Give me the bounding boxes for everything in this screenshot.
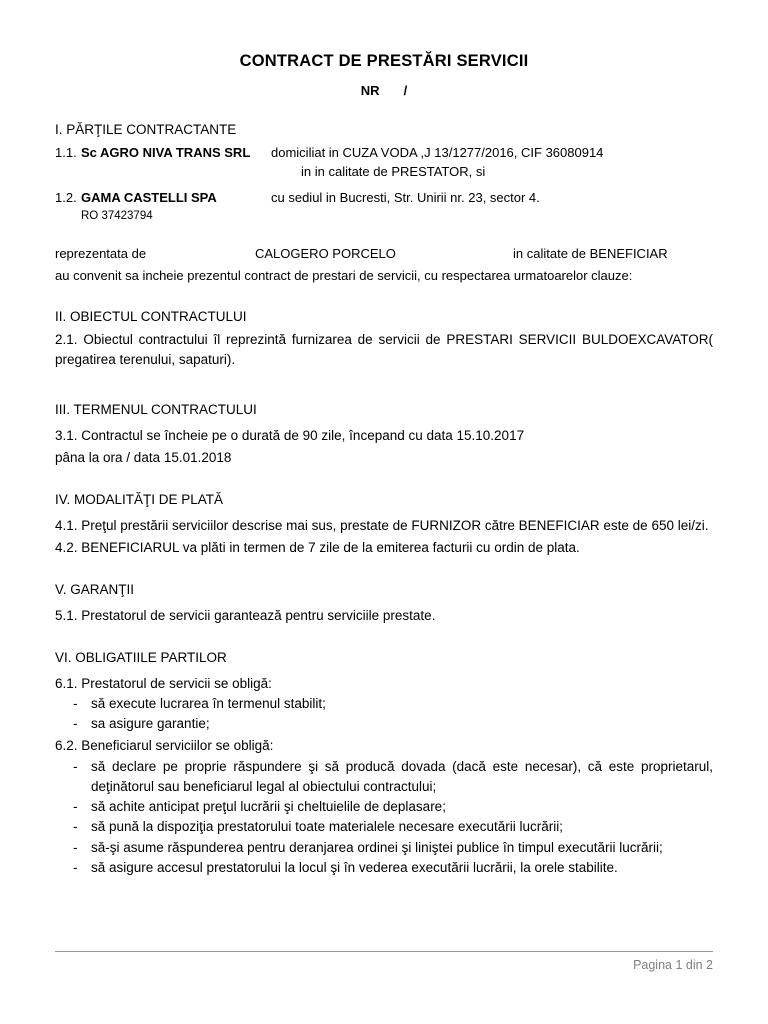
list-item [55,838,713,858]
list-item-text: să asigure accesul prestatorului la locul şi în vederea executării lucrării, la orele stabilite. [91,859,618,875]
party-1-name: Sc AGRO NIVA TRANS SRL [81,144,251,160]
dash-bullet-icon: - [73,716,78,732]
list-item [55,797,713,817]
party-row-2 [55,188,713,208]
representative-role: in calitate de BENEFICIAR [513,246,668,262]
party-1-details: domiciliat in CUZA VODA ,J 13/1277/2016, CIF 36080914 [271,144,604,160]
obligations-list-provider [55,694,713,735]
list-item-text: să pună la dispoziţia prestatorului toate materialele necesare executării lucrării; [91,819,563,835]
dash-bullet-icon: - [73,859,78,875]
section-heading-object: II. OBIECTUL CONTRACTULUI [55,309,247,325]
section-heading-obligations: VI. OBLIGATIILE PARTILOR [55,650,227,666]
list-item-text: să achite anticipat preţul lucrării şi cheltuielile de deplasare; [91,799,446,815]
dash-bullet-icon: - [73,758,78,774]
document-number-separator: / [403,83,408,98]
party-row-1 [55,143,713,163]
document-number-line [55,83,713,98]
party-1-number: 1.1. [55,144,77,160]
representative-label: reprezentata de [55,246,147,262]
section-heading-parties: I. PĂRŢILE CONTRACTANTE [55,122,237,137]
list-item [55,757,713,798]
section6-paragraph-1: 6.1. Prestatorul de servicii se obligă: [55,675,272,691]
party-2-details: cu sediul in Bucresti, Str. Unirii nr. 23, sector 4. [271,189,540,205]
list-item [55,817,713,837]
section-heading-payment: IV. MODALITĂŢI DE PLATĂ [55,492,224,508]
dash-bullet-icon: - [73,839,78,855]
footer-divider [55,951,713,952]
section4-paragraph-1: 4.1. Preţul prestării serviciilor descrise mai sus, prestate de FURNIZOR către BENEFICIAR este de 650 lei/zi. [55,517,709,533]
party-2-name: GAMA CASTELLI SPA [81,189,217,205]
list-item-text: să declare pe proprie răspundere şi să producă dovada (dacă este necesar), că este proprietarul, deţinătorul sau beneficiarul legal al obiectului contractului; [91,758,713,794]
section3-paragraph-2: pâna la ora / data 15.01.2018 [55,450,232,466]
section-heading-warranty: V. GARANŢII [55,582,135,598]
document-number-label: NR [360,83,380,98]
section3-paragraph-1: 3.1. Contractul se încheie pe o durată de 90 zile, începand cu data 15.10.2017 [55,427,525,443]
party-1-role: in in calitate de PRESTATOR, si [301,164,486,180]
section4-paragraph-2: 4.2. BENEFICIARUL va plăti in termen de 7 zile de la emiterea facturii cu ordin de plata. [55,540,580,556]
party-2-vat-code: RO 37423794 [81,210,153,223]
dash-bullet-icon: - [73,799,78,815]
list-item-text: sa asigure garantie; [91,716,210,732]
dash-bullet-icon: - [73,819,78,835]
page-footer [55,951,713,972]
dash-bullet-icon: - [73,695,78,711]
list-item [55,694,713,714]
list-item-text: să execute lucrarea în termenul stabilit; [91,695,326,711]
representative-name: CALOGERO PORCELO [255,246,396,262]
page-number: Pagina 1 din 2 [633,958,713,972]
list-item-text: să-şi asume răspunderea pentru deranjarea ordinei şi liniştei publice în timpul executării lucrării; [91,839,663,855]
list-item [55,714,713,734]
party-2-number: 1.2. [55,189,77,205]
list-item [55,858,713,878]
agreement-paragraph: au convenit sa incheie prezentul contract de prestari de servicii, cu respectarea urmatoarelor clauze: [55,267,633,283]
section6-paragraph-2: 6.2. Beneficiarul serviciilor se obligă: [55,738,274,754]
section-heading-term: III. TERMENUL CONTRACTULUI [55,402,257,418]
section2-paragraph-1: 2.1. Obiectul contractului îl reprezintă furnizarea de servicii de PRESTARI SERVICII BULDOEXCAVATOR( pregatirea terenului, sapaturi). [55,331,713,367]
document-title: CONTRACT DE PRESTĂRI SERVICII [239,52,529,70]
obligations-list-beneficiary [55,757,713,879]
section5-paragraph-1: 5.1. Prestatorul de servicii garantează pentru serviciile prestate. [55,607,436,623]
representative-row [55,244,713,264]
